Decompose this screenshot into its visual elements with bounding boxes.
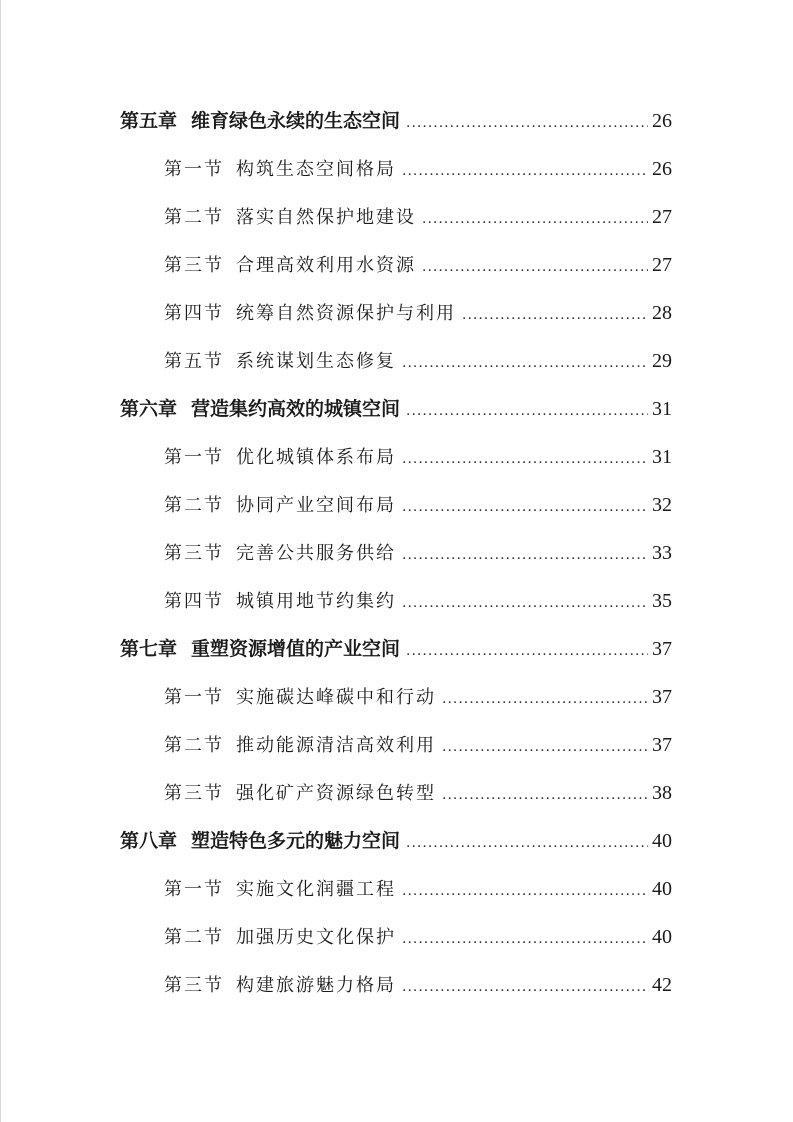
page-edge [0,0,1,1122]
toc-title: 落实自然保护地建设 [236,207,416,228]
toc-page-number: 31 [652,446,672,468]
toc-leader-dots [406,108,648,138]
toc-title: 构筑生态空间格局 [236,159,396,180]
toc-title: 实施碳达峰碳中和行动 [236,687,436,708]
toc-leader-dots [402,156,648,186]
toc-leader-dots [422,204,648,234]
toc-page-number: 28 [652,302,672,324]
toc-section-row[interactable] [164,298,672,328]
toc-title: 实施文化润疆工程 [236,879,396,900]
toc-leader-dots [402,492,648,522]
toc-title: 构建旅游魅力格局 [236,975,396,996]
toc-leader-dots [402,876,648,906]
toc-section-row[interactable] [164,970,672,1000]
toc-title: 强化矿产资源绿色转型 [236,783,436,804]
toc-section-row[interactable] [164,538,672,568]
toc-page-number: 35 [652,590,672,612]
toc-section-row[interactable] [164,490,672,520]
toc-chapter-row[interactable] [120,106,672,136]
toc-section-row[interactable] [164,778,672,808]
toc-page-number: 40 [652,830,672,852]
toc-section-row[interactable] [164,154,672,184]
toc-page-number: 37 [652,734,672,756]
toc-chapter-row[interactable] [120,394,672,424]
toc-section-row[interactable] [164,346,672,376]
toc-number: 第一节 [164,879,224,900]
toc-leader-dots [402,588,648,618]
toc-leader-dots [406,396,648,426]
toc-section-row[interactable] [164,682,672,712]
toc-page-number: 29 [652,350,672,372]
toc-number: 第四节 [164,303,224,324]
toc-page-number: 40 [652,926,672,948]
toc-section-row[interactable] [164,442,672,472]
toc-number: 第三节 [164,783,224,804]
toc-number: 第六章 [120,398,178,420]
toc-number: 第三节 [164,543,224,564]
toc-page-number: 37 [652,638,672,660]
toc-title: 城镇用地节约集约 [236,591,396,612]
toc-title: 系统谋划生态修复 [236,351,396,372]
toc-leader-dots [402,924,648,954]
toc-number: 第五章 [120,110,178,132]
toc-leader-dots [402,444,648,474]
toc-page-number: 38 [652,782,672,804]
toc-title: 维育绿色永续的生态空间 [191,110,401,132]
toc-page-number: 33 [652,542,672,564]
toc-number: 第二节 [164,495,224,516]
toc-page-number: 26 [652,110,672,132]
toc-page-number: 31 [652,398,672,420]
toc-page-number: 32 [652,494,672,516]
toc-title: 协同产业空间布局 [236,495,396,516]
toc-title: 塑造特色多元的魅力空间 [191,830,401,852]
toc-chapter-row[interactable] [120,634,672,664]
toc-number: 第五节 [164,351,224,372]
toc-section-row[interactable] [164,202,672,232]
toc-section-row[interactable] [164,250,672,280]
toc-title: 营造集约高效的城镇空间 [191,398,401,420]
toc-leader-dots [406,636,648,666]
toc-section-row[interactable] [164,874,672,904]
toc-page-number: 40 [652,878,672,900]
toc-page-number: 27 [652,206,672,228]
toc-page-number: 42 [652,974,672,996]
toc-title: 重塑资源增值的产业空间 [191,638,401,660]
toc-leader-dots [442,780,648,810]
toc-section-row[interactable] [164,586,672,616]
toc-leader-dots [442,732,648,762]
toc-number: 第一节 [164,447,224,468]
toc-number: 第三节 [164,975,224,996]
toc-number: 第二节 [164,207,224,228]
toc-leader-dots [402,540,648,570]
toc-section-row[interactable] [164,730,672,760]
toc-leader-dots [442,684,648,714]
toc-number: 第七章 [120,638,178,660]
toc-number: 第一节 [164,159,224,180]
toc-leader-dots [406,828,648,858]
toc-title: 统筹自然资源保护与利用 [236,303,456,324]
toc-leader-dots [462,300,648,330]
toc-number: 第一节 [164,687,224,708]
toc-title: 完善公共服务供给 [236,543,396,564]
toc-leader-dots [402,348,648,378]
toc-title: 加强历史文化保护 [236,927,396,948]
toc-page-number: 26 [652,158,672,180]
toc-title: 推动能源清洁高效利用 [236,735,436,756]
toc-leader-dots [402,972,648,1002]
toc-number: 第二节 [164,735,224,756]
toc-chapter-row[interactable] [120,826,672,856]
toc-title: 合理高效利用水资源 [236,255,416,276]
toc-page-number: 27 [652,254,672,276]
toc-number: 第四节 [164,591,224,612]
toc-number: 第三节 [164,255,224,276]
toc-number: 第八章 [120,830,178,852]
toc-section-row[interactable] [164,922,672,952]
toc-number: 第二节 [164,927,224,948]
toc-leader-dots [422,252,648,282]
toc-title: 优化城镇体系布局 [236,447,396,468]
toc-page-number: 37 [652,686,672,708]
